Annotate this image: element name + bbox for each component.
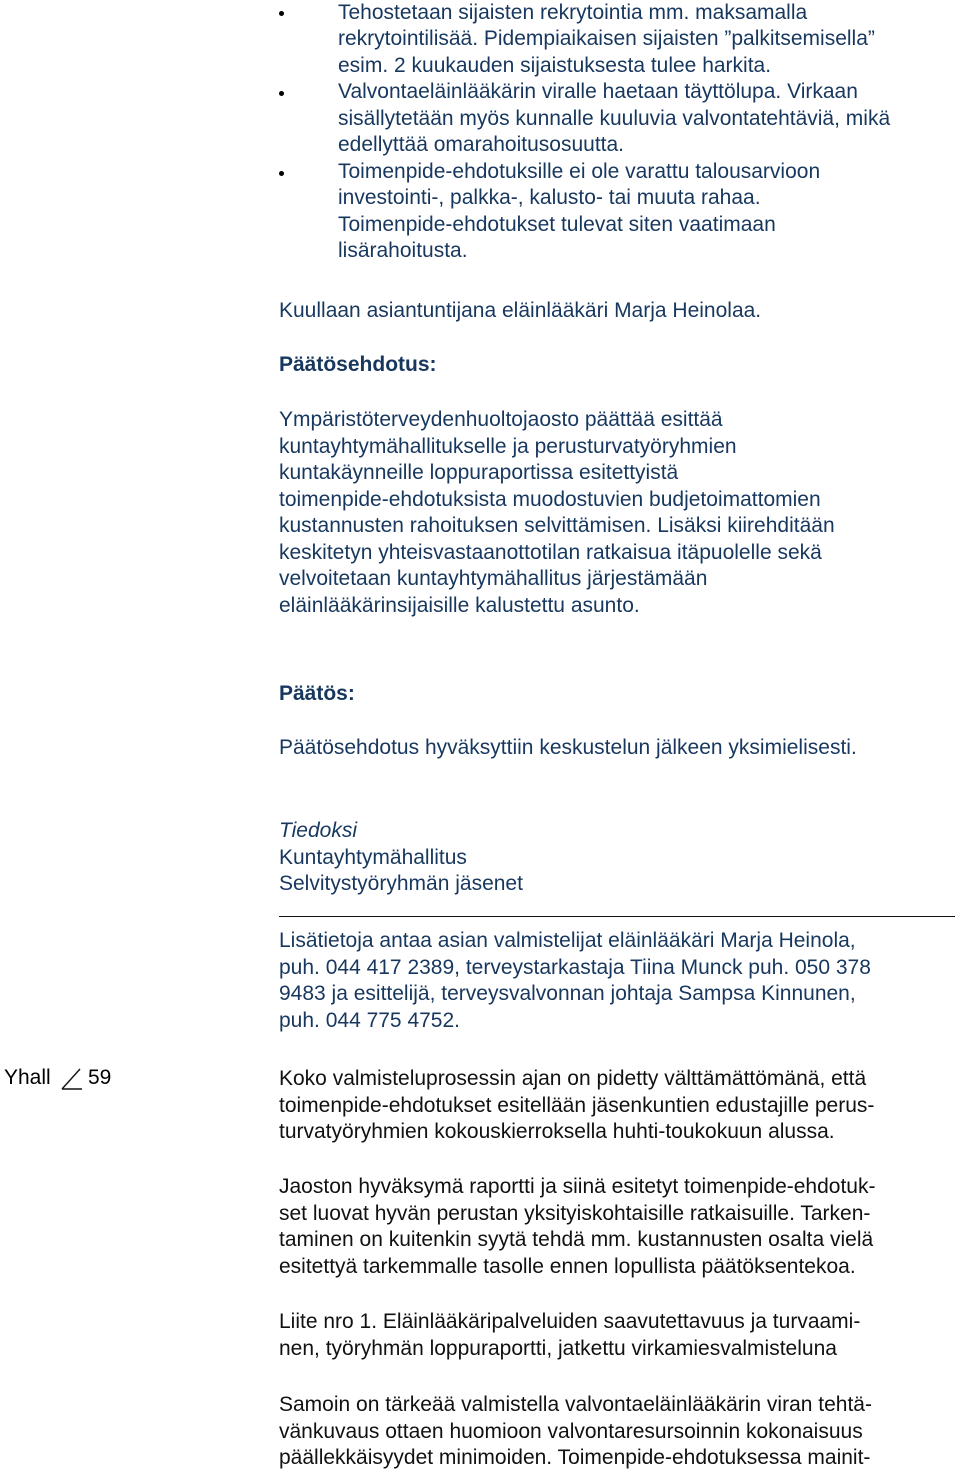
proposal-heading: Päätösehdotus: [279,353,437,376]
yhall-line: päällekkäisyydet minimoiden. Toimenpide-ehdotuksessa mainit- [279,1446,871,1469]
bullet-3-line-3: Toimenpide-ehdotukset tulevat siten vaatimaan [338,213,776,236]
bullet-2-line-2: sisällytetään myös kunnalle kuuluvia valvontatehtäviä, mikä [338,107,891,130]
yhall-line: toimenpide-ehdotukset esitellään jäsenkuntien edustajille perus- [279,1093,875,1117]
yhall-paragraph-2 [279,1174,875,1280]
bullet-3-line-1: Toimenpide-ehdotuksille ei ole varattu talousarvioon [338,160,821,183]
yhall-line: nen, työryhmän loppuraportti, jatkettu virkamiesvalmisteluna [279,1336,837,1360]
tiedoksi-recipient: Kuntayhtymähallitus [279,845,467,869]
yhall-line: set luovat hyvän perustan yksityiskohtaisille ratkaisuille. Tarken- [279,1201,871,1225]
proposal-line: keskitetyn yhteisvastaanottotilan ratkaisua itäpuolelle sekä [279,540,822,564]
bullet-1-line-2: rekrytointilisää. Pidempiaikaisen sijaisten ”palkitsemisella” [338,27,875,50]
yhall-line: turvatyöryhmien kokouskierroksella huhti-toukokuun alussa. [279,1120,835,1143]
bullet-1-line-1: Tehostetaan sijaisten rekrytointia mm. maksamalla [338,1,808,24]
proposal-line: eläinlääkärinsijaisille kalustettu asunto. [279,593,640,617]
expert-line: Kuullaan asiantuntijana eläinlääkäri Marja Heinolaa. [279,299,762,322]
yhall-line: taminen on kuitenkin syytä tehdä mm. kustannusten osalta vielä [279,1228,874,1251]
proposal-line: Ympäristöterveydenhuoltojaosto päättää esittää [279,408,723,431]
yhall-line: esitettyä tarkemmalle tasolle ennen lopullista päätöksentekoa. [279,1254,856,1278]
yhall-line: Jaoston hyväksymä raportti ja siinä esitetyt toimenpide-ehdotuk- [279,1175,876,1198]
bullet-3-line-2: investointi-, palkka-, kalusto- tai muuta rahaa. [338,186,761,209]
yhall-label: Yhall [4,1066,51,1089]
info-line: puh. 044 775 4752. [279,1008,461,1032]
separator-line [279,916,955,917]
proposal-line: velvoitetaan kuntayhtymähallitus järjestämään [279,567,708,590]
bullet-dot [279,171,284,176]
bullet-2-line-1: Valvontaeläinlääkärin viralle haetaan täyttölupa. Virkaan [338,80,858,103]
tiedoksi-block [279,818,523,898]
section-sign-icon [60,1067,84,1096]
proposal-paragraph [279,407,835,619]
bullet-dot [279,91,284,96]
info-block [279,928,871,1034]
yhall-paragraph-4 [279,1392,872,1472]
decision-text: Päätösehdotus hyväksyttiin keskustelun jälkeen yksimielisesti. [279,736,857,759]
proposal-line: toimenpide-ehdotuksista muodostuvien budjetoimattomien [279,487,821,511]
tiedoksi-recipient: Selvitystyöryhmän jäsenet [279,872,523,895]
proposal-line: kuntakäynneille loppuraportissa esitettyistä [279,461,679,484]
yhall-paragraph-1 [279,1066,874,1146]
bullet-2-line-3: edellyttää omarahoitusosuutta. [338,133,625,156]
tiedoksi-label: Tiedoksi [279,819,358,842]
decision-heading: Päätös: [279,682,355,705]
expert-paragraph [279,298,761,325]
yhall-line: Koko valmisteluprosessin ajan on pidetty välttämättömänä, että [279,1067,867,1090]
info-line: Lisätietoja antaa asian valmistelijat eläinlääkäri Marja Heinola, [279,929,856,952]
bullet-1-line-3: esim. 2 kuukauden sijaistuksesta tulee harkita. [338,54,772,77]
yhall-line: vänkuvaus ottaen huomioon valvontaresursoinnin kokonaisuus [279,1419,863,1443]
yhall-line: Samoin on tärkeää valmistella valvontaeläinlääkärin viran tehtä- [279,1393,872,1416]
yhall-line: Liite nro 1. Eläinlääkäripalveluiden saavutettavuus ja turvaami- [279,1310,861,1333]
bullet-dot [279,11,284,16]
proposal-line: kuntayhtymähallitukselle ja perusturvatyöryhmien [279,434,737,458]
info-line: 9483 ja esittelijä, terveysvalvonnan johtaja Sampsa Kinnunen, [279,982,856,1005]
bullet-3-line-4: lisärahoitusta. [338,239,468,262]
proposal-line: kustannusten rahoituksen selvittämisen. Lisäksi kiirehditään [279,514,835,537]
yhall-paragraph-3 [279,1309,860,1362]
yhall-section-number: 59 [88,1066,112,1089]
info-line: puh. 044 417 2389, terveystarkastaja Tiina Munck puh. 050 378 [279,955,871,979]
decision-paragraph [279,735,857,762]
